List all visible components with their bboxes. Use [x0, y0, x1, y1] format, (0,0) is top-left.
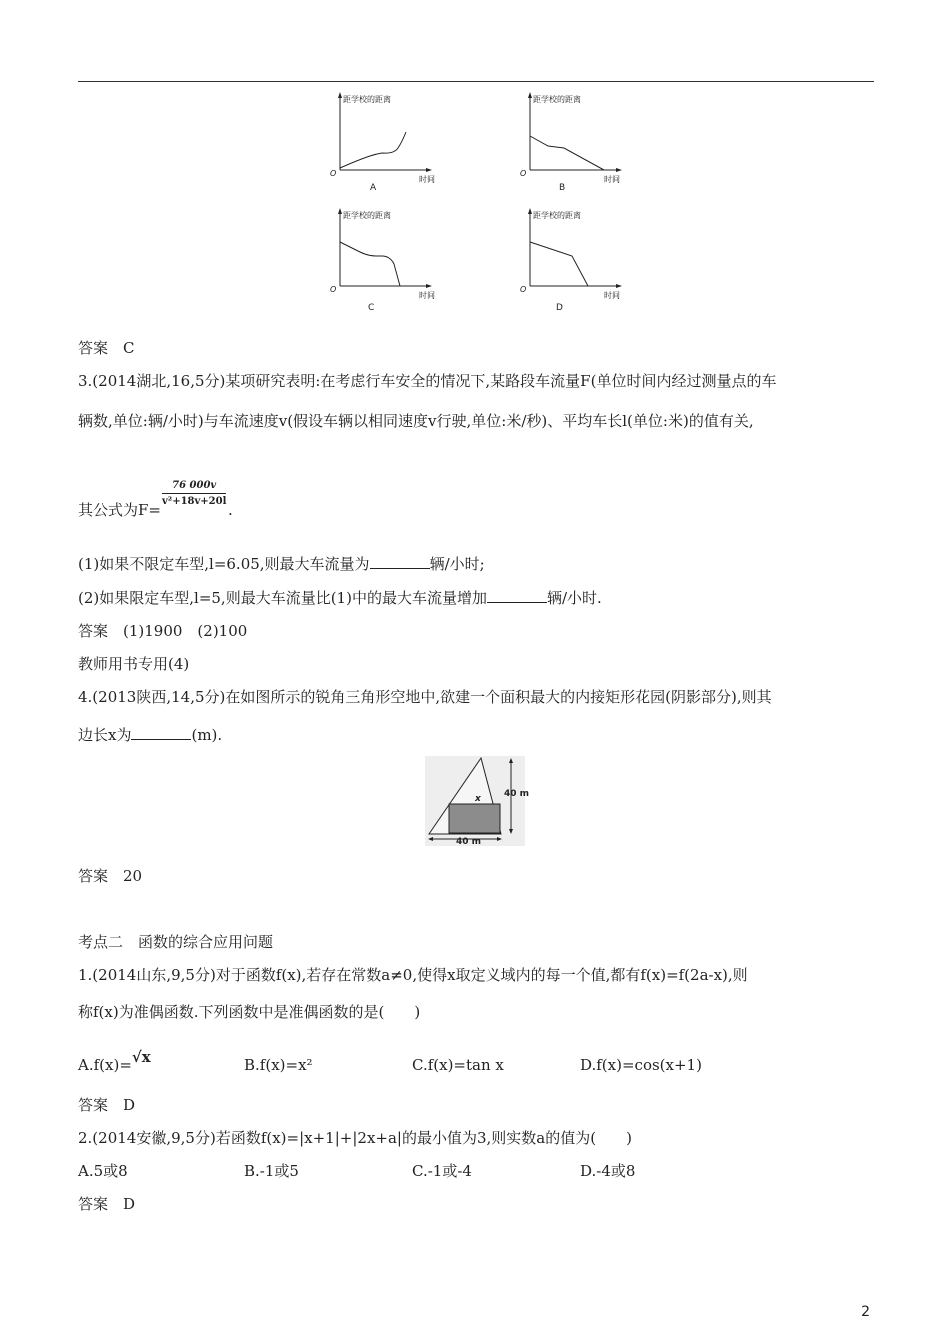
graph-a-ylabel: 距学校的距离 — [343, 95, 391, 104]
q3-sub2-text-a: (2)如果限定车型,l=5,则最大车流量比(1)中的最大车流量增加 — [78, 589, 487, 607]
header-rule — [78, 81, 874, 82]
graph-c — [318, 206, 448, 316]
q3-formula-suffix: . — [228, 501, 233, 519]
graph-d-ylabel: 距学校的距离 — [533, 211, 581, 220]
s2-q1-answer: 答案 D — [78, 1096, 136, 1114]
q3-sub2-blank — [487, 588, 547, 603]
graph-d — [508, 206, 638, 316]
q3-sub2 — [78, 588, 602, 608]
s2-q1-option-d: D.f(x)=cos(x+1) — [580, 1056, 702, 1074]
q3-answer: 答案 (1)1900 (2)100 — [78, 622, 248, 640]
q3-sub2-text-b: 辆/小时. — [546, 589, 602, 607]
q3-line2: 辆数,单位:辆/小时)与车流速度v(假设车辆以相同速度v行驶,单位:米/秒)、平均车长l(单位:米)的值有关, — [78, 412, 754, 430]
q3-formula-denominator: v²+18v+20l — [162, 496, 227, 507]
graph-a-xlabel: 时间 — [419, 175, 435, 184]
s2-q1-option-a — [78, 1048, 151, 1075]
section2-title: 考点二 函数的综合应用问题 — [78, 933, 274, 951]
teacher-note: 教师用书专用(4) — [78, 655, 190, 673]
graph-b-ylabel: 距学校的距离 — [533, 95, 581, 104]
q3-formula-numerator: 76 000v — [172, 480, 217, 491]
graph-c-letter: C — [368, 303, 375, 313]
q3-formula-fraction — [162, 479, 226, 508]
q3-formula-prefix: 其公式为F= — [78, 501, 161, 519]
graph-d-origin: O — [520, 285, 527, 294]
q4-line2 — [78, 725, 222, 745]
s2-q2-option-b: B.-1或5 — [244, 1162, 299, 1180]
graph-a-origin: O — [330, 169, 337, 178]
s2-q1-line1: 1.(2014山东,9,5分)对于函数f(x),若存在常数a≠0,使得x取定义域内的每一个值,都有f(x)=f(2a-x),则 — [78, 966, 748, 984]
graph-c-ylabel: 距学校的距离 — [343, 211, 391, 220]
q4-answer: 答案 20 — [78, 867, 143, 885]
graph-a-letter: A — [370, 183, 377, 193]
q3-sub1-text-b: 辆/小时; — [429, 555, 485, 573]
s2-q1-option-c: C.f(x)=tan x — [412, 1056, 504, 1074]
graph-b-xlabel: 时间 — [604, 175, 620, 184]
graph-b-origin: O — [520, 169, 527, 178]
sqrt-x: √x — [131, 1048, 151, 1066]
q4-line2-text-a: 边长x为 — [78, 726, 132, 744]
q4-blank — [131, 725, 191, 740]
q3-sub1-text-a: (1)如果不限定车型,l=6.05,则最大车流量为 — [78, 555, 370, 573]
s2-q1-option-b: B.f(x)=x² — [244, 1056, 313, 1074]
q4-line1: 4.(2013陕西,14,5分)在如图所示的锐角三角形空地中,欲建一个面积最大的内接矩形花园(阴影部分),则其 — [78, 688, 772, 706]
q3-sub1-blank — [370, 554, 430, 569]
graph-d-xlabel: 时间 — [604, 291, 620, 300]
fig-height-label: 40 m — [504, 789, 530, 799]
graph-d-letter: D — [556, 303, 563, 313]
q3-line1: 3.(2014湖北,16,5分)某项研究表明:在考虑行车安全的情况下,某路段车流量F(单位时间内经过测量点的车 — [78, 372, 777, 390]
s2-q2-option-d: D.-4或8 — [580, 1162, 636, 1180]
fig-base-label: 40 m — [456, 837, 482, 847]
s2-q2-line1: 2.(2014安徽,9,5分)若函数f(x)=|x+1|+|2x+a|的最小值为3,则实数a的值为( ) — [78, 1129, 632, 1147]
graph-c-origin: O — [330, 285, 337, 294]
s2-q2-option-a: A.5或8 — [78, 1162, 128, 1180]
answer-prev: 答案 C — [78, 339, 135, 357]
triangle-figure — [425, 756, 530, 850]
fraction-bar — [162, 493, 226, 494]
s2-q2-option-c: C.-1或-4 — [412, 1162, 472, 1180]
graph-b-letter: B — [559, 183, 566, 193]
graph-a — [318, 90, 448, 195]
s2-q1-line2: 称f(x)为准偶函数.下列函数中是准偶函数的是( ) — [78, 1003, 421, 1021]
q3-sub1 — [78, 554, 485, 574]
graph-c-xlabel: 时间 — [419, 291, 435, 300]
page-number: 2 — [861, 1304, 870, 1320]
graph-b — [508, 90, 638, 195]
q4-line2-text-b: (m). — [191, 726, 223, 744]
s2-q1-option-a-prefix: A.f(x)= — [78, 1056, 132, 1074]
fig-x-label: x — [475, 794, 481, 804]
s2-q2-answer: 答案 D — [78, 1195, 136, 1213]
